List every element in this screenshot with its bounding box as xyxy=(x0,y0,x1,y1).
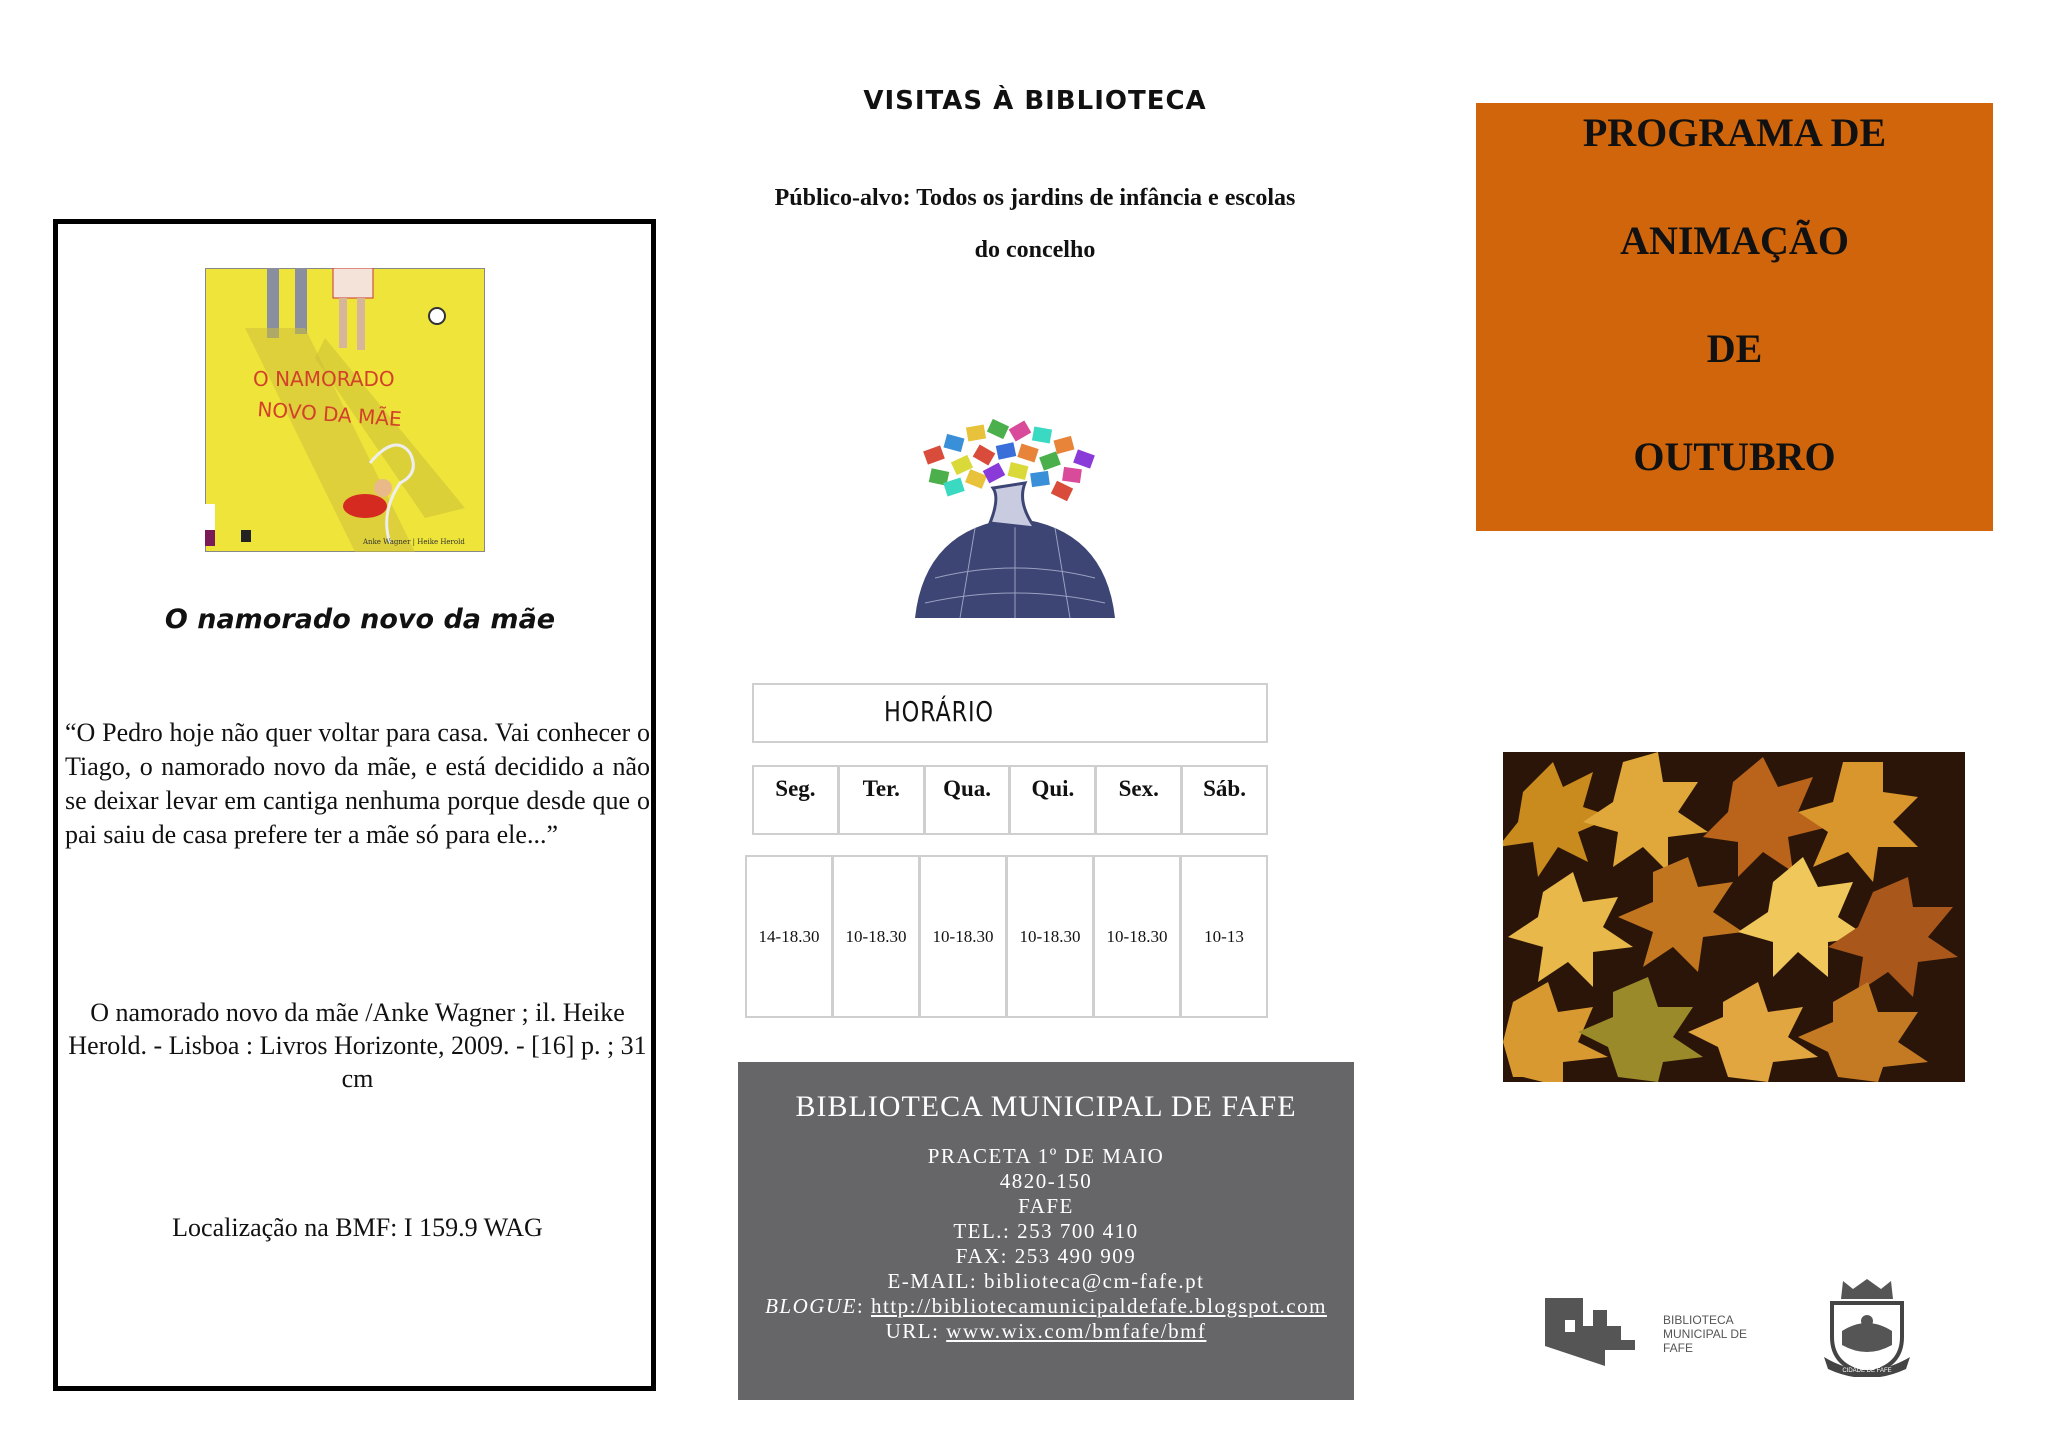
schedule-day: Ter. xyxy=(837,767,923,833)
logo-text-line: FAFE xyxy=(1663,1341,1694,1355)
audience-line2: do concelho xyxy=(974,237,1096,263)
schedule-hour: 10-18.30 xyxy=(1092,857,1179,1016)
book-cover-image xyxy=(205,268,485,552)
autumn-leaves-image xyxy=(1503,752,1965,1082)
cover-title-line2: NOVO DA MÃE xyxy=(256,397,403,432)
schedule-hours-row xyxy=(745,855,1268,1018)
library-tel: TEL.: 253 700 410 xyxy=(953,1219,1139,1243)
program-title-line: DE xyxy=(1706,326,1763,371)
book-title: O namorado novo da mãe xyxy=(164,604,556,635)
blog-link[interactable]: http://bibliotecamunicipaldefafe.blogspot.com xyxy=(871,1294,1327,1318)
schedule-hour: 10-18.30 xyxy=(1005,857,1092,1016)
library-logo xyxy=(1545,1290,1765,1366)
audience-line1: Público-alvo: Todos os jardins de infância e escolas xyxy=(774,185,1296,211)
schedule-day: Sáb. xyxy=(1180,767,1266,833)
schedule-header xyxy=(752,683,1268,743)
library-fax: FAX: 253 490 909 xyxy=(955,1244,1137,1268)
schedule-hour: 10-13 xyxy=(1179,857,1266,1016)
program-title-box xyxy=(1476,103,1993,531)
schedule-day: Qua. xyxy=(923,767,1009,833)
schedule-hour: 10-18.30 xyxy=(831,857,918,1016)
library-postal: 4820-150 xyxy=(999,1169,1093,1193)
blog-label: BLOGUE xyxy=(765,1294,857,1318)
book-tree-icon xyxy=(905,418,1123,618)
program-title-line: ANIMAÇÃO xyxy=(1620,218,1849,263)
schedule-days-row xyxy=(752,765,1268,835)
logo-text-line: BIBLIOTECA xyxy=(1663,1313,1734,1327)
schedule-day: Sex. xyxy=(1094,767,1180,833)
library-blog: BLOGUE: http://bibliotecamunicipaldefafe.blogspot.com xyxy=(765,1294,1327,1318)
municipal-crest xyxy=(1818,1275,1916,1377)
logo-text-line: MUNICIPAL DE xyxy=(1663,1327,1748,1341)
visits-title: VISITAS À BIBLIOTECA xyxy=(863,86,1207,116)
schedule-day: Seg. xyxy=(775,776,816,801)
library-city: FAFE xyxy=(1018,1194,1074,1218)
cover-authors: Anke Wagner | Heike Herold xyxy=(363,538,465,546)
audience-text xyxy=(720,172,1350,276)
program-title-line: OUTUBRO xyxy=(1633,434,1836,479)
schedule-title: HORÁRIO xyxy=(884,695,994,728)
library-name: BIBLIOTECA MUNICIPAL DE FAFE xyxy=(795,1090,1297,1123)
library-url xyxy=(738,1319,1354,1344)
crest-text: CIDADE DE FAFE xyxy=(1842,1368,1892,1374)
book-citation: O namorado novo da mãe /Anke Wagner ; il. Heike Herold. - Lisboa : Livros Horizonte, 2009. - [16] p. ; 31 cm xyxy=(68,998,647,1093)
schedule-hour: 10-18.30 xyxy=(918,857,1005,1016)
location-label: Localização na BMF: xyxy=(172,1213,398,1242)
book-location xyxy=(65,1213,650,1243)
library-address: PRACETA 1º DE MAIO xyxy=(927,1144,1165,1168)
url-label: URL: xyxy=(885,1319,940,1343)
book-synopsis: “O Pedro hoje não quer voltar para casa. Vai conhecer o Tiago, o namorado novo da mãe, e está decidido a não se deixar levar em cantiga nenhuma porque desde que o pai saiu de casa prefere ter a mãe só para ele...” xyxy=(65,718,650,849)
website-link[interactable]: www.wix.com/bmfafe/bmf xyxy=(946,1319,1207,1343)
schedule-day: Qui. xyxy=(1008,767,1094,833)
library-email: E-MAIL: biblioteca@cm-fafe.pt xyxy=(887,1269,1205,1293)
schedule-hour: 14-18.30 xyxy=(758,927,820,946)
library-contact-box xyxy=(738,1062,1354,1400)
program-title-line: PROGRAMA DE xyxy=(1582,110,1887,155)
location-code: I 159.9 WAG xyxy=(403,1213,543,1242)
cover-title-line1: O NAMORADO xyxy=(253,367,395,391)
